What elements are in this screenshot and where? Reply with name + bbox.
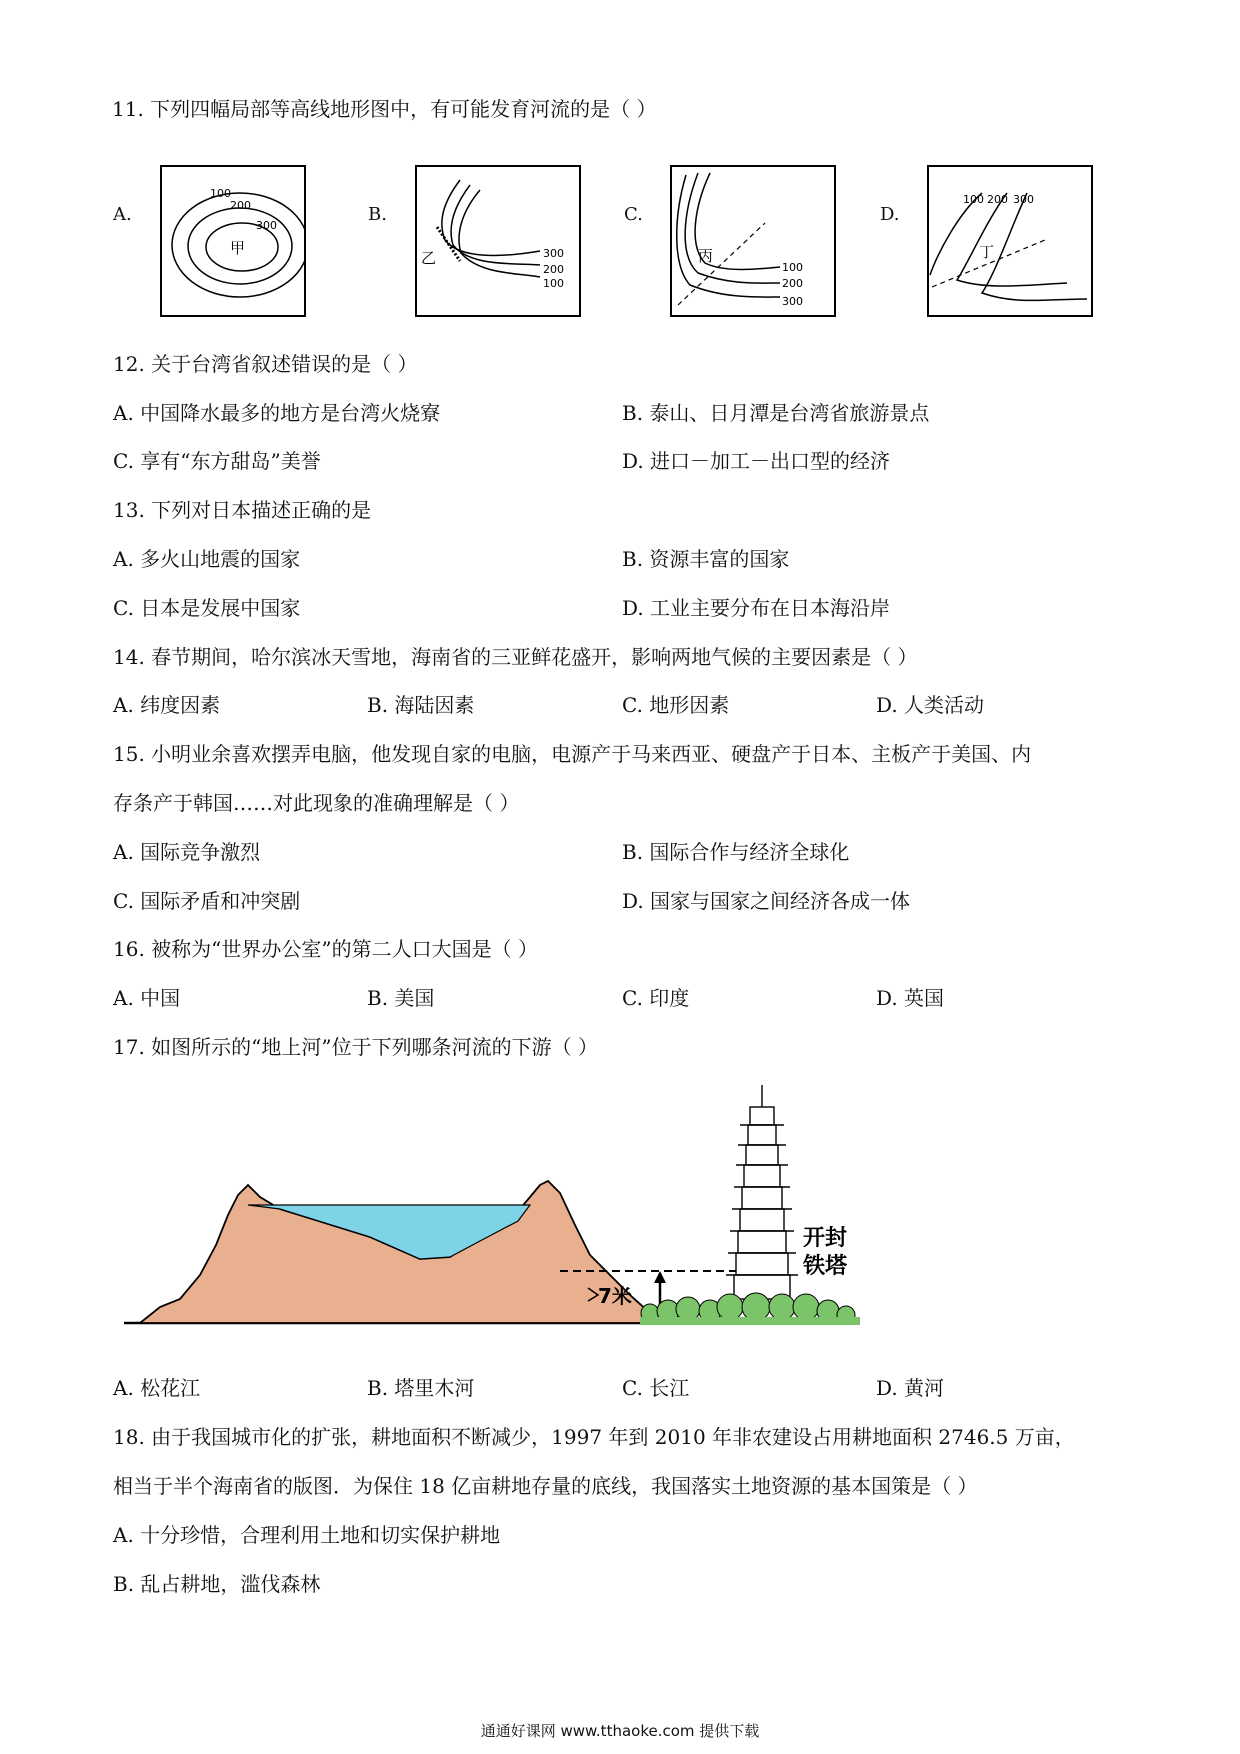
- q13-option-b[interactable]: B. 资源丰富的国家: [622, 547, 790, 571]
- q17-option-b[interactable]: B. 塔里木河: [367, 1376, 475, 1400]
- q17-stem: 17. 如图所示的“地上河”位于下列哪条河流的下游（ ）: [113, 1035, 598, 1059]
- tower-label-1: 开封: [803, 1226, 848, 1251]
- q16-option-d[interactable]: D. 英国: [876, 986, 945, 1010]
- q12-option-c[interactable]: C. 享有“东方甜岛”美誉: [113, 449, 321, 473]
- q16-stem: 16. 被称为“世界办公室”的第二人口大国是（ ）: [113, 937, 538, 961]
- q17-option-c[interactable]: C. 长江: [622, 1376, 690, 1400]
- q18-stem-line2: 相当于半个海南省的版图．为保住 18 亿亩耕地存量的底线，我国落实土地资源的基本国策是（ ）: [113, 1474, 978, 1498]
- q13-option-a[interactable]: A. 多火山地震的国家: [113, 547, 301, 571]
- tower-label-2: 铁塔: [803, 1254, 848, 1279]
- q16-option-b[interactable]: B. 美国: [367, 986, 435, 1010]
- contour-map-d: [927, 165, 1093, 317]
- q15-option-d[interactable]: D. 国家与国家之间经济各成一体: [622, 889, 911, 913]
- point-bing: 丙: [698, 247, 714, 265]
- q15-option-a[interactable]: A. 国际竞争激烈: [113, 840, 261, 864]
- q11-label-a: A.: [113, 204, 132, 225]
- contour-label: 300: [1013, 193, 1034, 206]
- q15-option-c[interactable]: C. 国际矛盾和冲突剧: [113, 889, 301, 913]
- q18-option-a[interactable]: A. 十分珍惜，合理利用土地和切实保护耕地: [113, 1523, 501, 1547]
- contour-label: 300: [256, 219, 277, 232]
- height-label: 7米: [598, 1284, 632, 1308]
- q14-option-c[interactable]: C. 地形因素: [622, 693, 730, 717]
- q12-option-a[interactable]: A. 中国降水最多的地方是台湾火烧寮: [113, 401, 441, 425]
- contour-map-a: [160, 165, 306, 317]
- mountain-profile: [140, 1181, 665, 1323]
- q15-stem-line1: 15. 小明业余喜欢摆弄电脑，他发现自家的电脑，电源产于马来西亚、硬盘产于日本、主板产于美国、内: [113, 742, 1032, 766]
- q14-option-d[interactable]: D. 人类活动: [876, 693, 985, 717]
- q12-stem: 12. 关于台湾省叙述错误的是（ ）: [113, 352, 418, 376]
- contour-map-c: [670, 165, 836, 317]
- q11-stem: 11. 下列四幅局部等高线地形图中，有可能发育河流的是（ ）: [112, 97, 657, 121]
- q15-stem-line2: 存条产于韩国……对此现象的准确理解是（ ）: [113, 791, 520, 815]
- point-jia: 甲: [230, 239, 246, 257]
- q13-stem: 13. 下列对日本描述正确的是: [113, 498, 372, 522]
- contour-label: 200: [543, 263, 564, 276]
- contour-label: 300: [782, 295, 803, 308]
- iron-pagoda: [726, 1085, 798, 1299]
- footer-watermark: 通通好课网 www.tthaoke.com 提供下载: [480, 1722, 760, 1740]
- q14-stem: 14. 春节期间，哈尔滨冰天雪地，海南省的三亚鲜花盛开，影响两地气候的主要因素是（ ）: [113, 645, 918, 669]
- q12-option-d[interactable]: D. 进口－加工－出口型的经济: [622, 449, 891, 473]
- q11-label-c: C.: [624, 204, 643, 225]
- q11-label-d: D.: [880, 204, 900, 225]
- contour-label: 200: [230, 199, 251, 212]
- contour-label: 100: [963, 193, 984, 206]
- contour-label: 100: [782, 261, 803, 274]
- point-yi: 乙: [421, 249, 437, 267]
- q13-option-d[interactable]: D. 工业主要分布在日本海沿岸: [622, 596, 891, 620]
- q18-stem-line1: 18. 由于我国城市化的扩张，耕地面积不断减少，1997 年到 2010 年非农建设占用耕地面积 2746.5 万亩，: [113, 1425, 1075, 1449]
- q15-option-b[interactable]: B. 国际合作与经济全球化: [622, 840, 850, 864]
- contour-label: 200: [987, 193, 1008, 206]
- q18-option-b[interactable]: B. 乱占耕地，滥伐森林: [113, 1572, 321, 1596]
- q11-label-b: B.: [368, 204, 387, 225]
- contour-label: 200: [782, 277, 803, 290]
- q16-option-c[interactable]: C. 印度: [622, 986, 690, 1010]
- point-ding: 丁: [979, 243, 995, 261]
- q14-option-a[interactable]: A. 纬度因素: [113, 693, 221, 717]
- q17-option-d[interactable]: D. 黄河: [876, 1376, 945, 1400]
- contour-label: 300: [543, 247, 564, 260]
- above-ground-river-diagram: [120, 1085, 880, 1335]
- q13-option-c[interactable]: C. 日本是发展中国家: [113, 596, 301, 620]
- q17-option-a[interactable]: A. 松花江: [113, 1376, 201, 1400]
- contour-map-b: [415, 165, 581, 317]
- contour-label: 100: [210, 187, 231, 200]
- q16-option-a[interactable]: A. 中国: [113, 986, 181, 1010]
- q14-option-b[interactable]: B. 海陆因素: [367, 693, 475, 717]
- q12-option-b[interactable]: B. 泰山、日月潭是台湾省旅游景点: [622, 401, 930, 425]
- contour-label: 100: [543, 277, 564, 290]
